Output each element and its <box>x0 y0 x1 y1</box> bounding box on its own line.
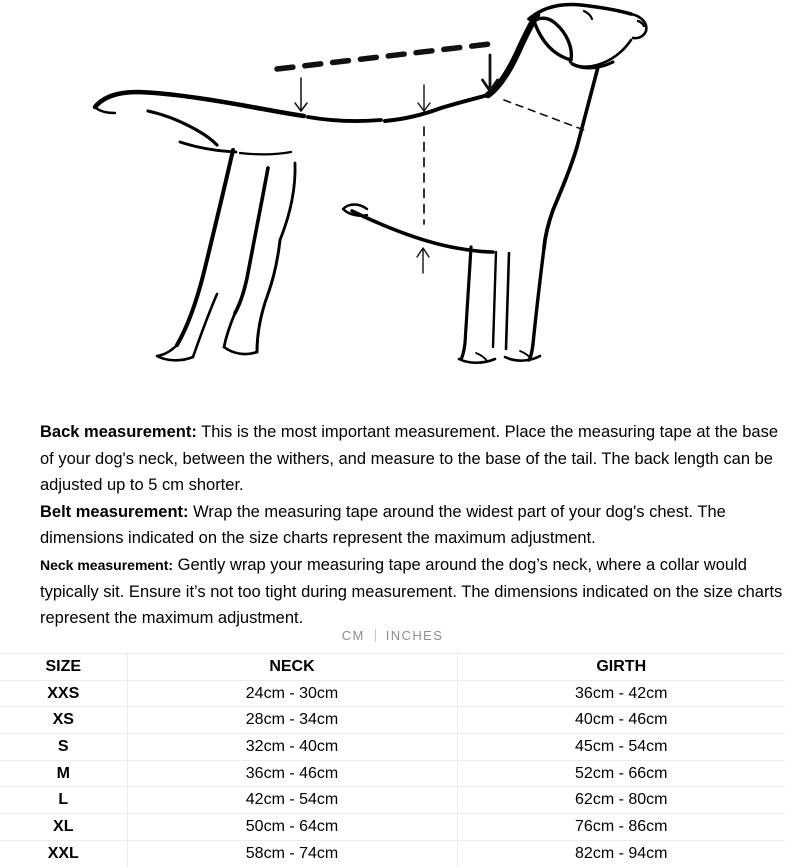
girth-cell: 82cm - 94cm <box>457 840 785 867</box>
size-cell: XS <box>0 707 127 734</box>
neck-cell: 28cm - 34cm <box>127 707 457 734</box>
size-table-row <box>0 787 785 814</box>
measurement-instructions <box>40 419 783 632</box>
unit-toggle <box>0 627 785 645</box>
instruction-text: represent the maximum adjustment. <box>40 609 304 628</box>
size-table-row <box>0 680 785 707</box>
size-cell: XXL <box>0 840 127 867</box>
instruction-text: of your dog's neck, between the withers, and measure to the base of the tail. The back length can be <box>40 449 773 468</box>
instruction-line <box>40 472 775 499</box>
girth-cell: 45cm - 54cm <box>457 734 785 761</box>
neck-cell: 24cm - 30cm <box>127 680 457 707</box>
instruction-text: dimensions indicated on the size charts represent the maximum adjustment. <box>40 529 596 548</box>
back-measurement-dashed-line <box>277 44 490 69</box>
girth-cell: 36cm - 42cm <box>457 680 785 707</box>
girth-cell: 62cm - 80cm <box>457 787 785 814</box>
instruction-text: This is the most important measurement. Place the measuring tape at the base <box>201 423 778 441</box>
size-cell: S <box>0 734 127 761</box>
column-header-size: SIZE <box>0 654 127 681</box>
size-cell: L <box>0 787 127 814</box>
belly-up-arrow <box>417 248 429 273</box>
size-cell: M <box>0 760 127 787</box>
instruction-text: typically sit. Ensure it’s not too tight during measurement. The dimensions indicated on the size charts <box>40 582 783 601</box>
unit-option-cm[interactable]: CM <box>341 628 365 643</box>
size-table-header-row <box>0 654 785 681</box>
instruction-line <box>40 552 775 579</box>
instruction-text: Wrap the measuring tape around the widest part of your dog's chest. The <box>193 502 726 521</box>
instruction-text: Gently wrap your measuring tape around the dog’s neck, where a collar would <box>177 555 747 574</box>
girth-cell: 40cm - 46cm <box>457 707 785 734</box>
measurement-term: Neck measurement: <box>40 556 174 573</box>
girth-cell: 52cm - 66cm <box>457 760 785 787</box>
size-cell: XL <box>0 814 127 841</box>
neck-cell: 42cm - 54cm <box>127 787 457 814</box>
measurement-term: Belt measurement: <box>40 502 189 521</box>
tail-base-down-arrow <box>295 78 307 111</box>
instruction-line <box>40 446 775 473</box>
dog-measurement-diagram <box>0 0 785 400</box>
neck-measurement-dashed-line <box>504 100 584 130</box>
unit-option-inches[interactable]: INCHES <box>385 628 444 643</box>
size-table-row <box>0 840 785 867</box>
instruction-line <box>40 419 778 446</box>
neck-cell: 50cm - 64cm <box>127 814 457 841</box>
girth-cell: 76cm - 86cm <box>457 814 785 841</box>
instruction-line <box>40 499 775 526</box>
size-table-row <box>0 707 785 734</box>
neck-cell: 36cm - 46cm <box>127 760 457 787</box>
withers-down-arrow <box>483 55 498 91</box>
size-table-row <box>0 734 785 761</box>
instruction-line <box>40 525 775 552</box>
size-cell: XXS <box>0 680 127 707</box>
column-header-girth: GIRTH <box>457 654 785 681</box>
belt-down-arrow <box>418 85 430 111</box>
instruction-line <box>40 579 783 606</box>
size-table <box>0 653 785 867</box>
neck-cell: 58cm - 74cm <box>127 840 457 867</box>
size-table-row <box>0 760 785 787</box>
size-table-row <box>0 814 785 841</box>
measurement-term: Back measurement: <box>40 423 197 441</box>
column-header-neck: NECK <box>127 654 457 681</box>
unit-divider <box>375 629 376 642</box>
neck-cell: 32cm - 40cm <box>127 734 457 761</box>
instruction-text: adjusted up to 5 cm shorter. <box>40 476 244 495</box>
measurement-annotations <box>277 44 584 273</box>
